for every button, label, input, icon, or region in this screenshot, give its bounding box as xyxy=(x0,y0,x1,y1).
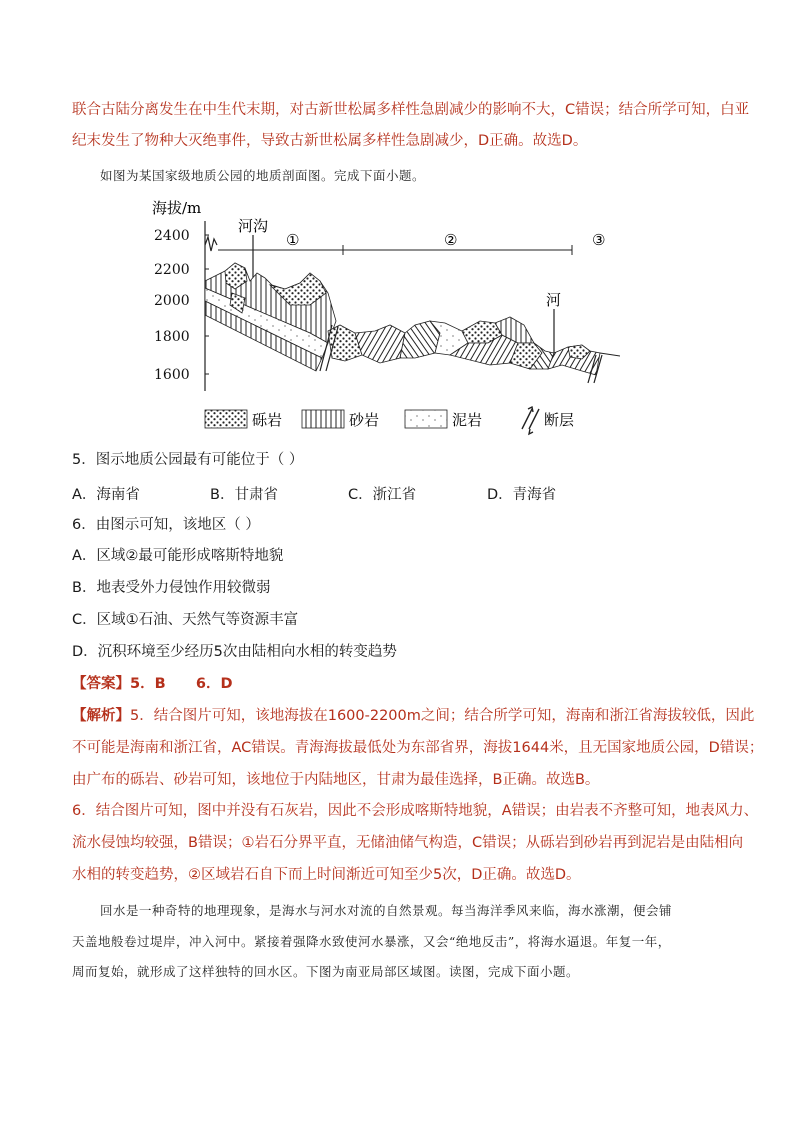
next-intro-line-1: 回水是一种奇特的地理现象，是海水与河水对流的自然景观。每当海洋季风来临，海水涨潮，便会铺 xyxy=(100,903,673,918)
region-1-label: ① xyxy=(286,231,300,249)
q6-stem: 6．由图示可知，该地区（ ） xyxy=(72,517,260,533)
prev-analysis-line-1: 联合古陆分离发生在中生代末期，对古新世松属多样性急剧减少的影响不大，C错误；结合所学可知，白亚 xyxy=(72,102,750,118)
analysis-line-1 xyxy=(72,706,754,726)
q5-stem: 5．图示地质公园最有可能位于（ ） xyxy=(72,452,304,468)
region-3-strata xyxy=(548,345,620,375)
q5-option-b[interactable]: B．甘肃省 xyxy=(210,487,278,503)
q6-option-a[interactable]: A．区域②最可能形成喀斯特地貌 xyxy=(72,548,284,564)
y-tick-1800: 1800 xyxy=(154,329,190,345)
y-axis-label: 海拔/m xyxy=(152,199,202,217)
prev-analysis-line-2: 纪末发生了物种大灭绝事件，导致古新世松属多样性急剧减少，D正确。故选D。 xyxy=(72,133,588,149)
y-tick-2200: 2200 xyxy=(154,262,190,278)
y-tick-1600: 1600 xyxy=(154,367,190,383)
legend xyxy=(205,407,574,434)
analysis-line-4: 6．结合图片可知，图中并没有石灰岩，因此不会形成喀斯特地貌，A错误；由岩表不齐整可知，地表风力、 xyxy=(72,803,759,819)
geologic-cross-section-figure xyxy=(150,193,620,443)
question-intro: 如图为某国家级地质公园的地质剖面图。完成下面小题。 xyxy=(100,168,426,183)
analysis-line-5: 流水侵蚀均较强，B错误；①岩石分界平直，无储油储气构造，C错误；从砾岩到砂岩再到泥岩是由陆相向 xyxy=(72,835,744,851)
region-2-strata xyxy=(328,317,554,369)
region-2-label: ② xyxy=(444,231,458,249)
next-intro-line-3: 周而复始，就形成了这样独特的回水区。下图为南亚局部区域图。读图，完成下面小题。 xyxy=(72,964,580,979)
answer-text: 5．B 6．D xyxy=(130,676,233,692)
ravine-label: 河沟 xyxy=(238,217,269,235)
analysis-tag: 【解析】 xyxy=(72,708,130,724)
next-intro-line-2: 天盖地般卷过堤岸，冲入河中。紧接着强降水致使河水暴涨，又会“绝地反击”，将海水逼退。年复一年， xyxy=(72,934,671,949)
answer-line xyxy=(72,674,233,694)
q6-option-d[interactable]: D．沉积环境至少经历5次由陆相向水相的转变趋势 xyxy=(72,644,397,660)
q6-option-c[interactable]: C．区域①石油、天然气等资源丰富 xyxy=(72,612,299,628)
analysis-line-2: 不可能是海南和浙江省，AC错误。青海海拔最低处为东部省界，海拔1644米，且无国家地质公园，D错误； xyxy=(72,740,764,756)
answer-tag: 【答案】 xyxy=(72,676,130,692)
analysis-line-3: 由广布的砾岩、砂岩可知，该地位于内陆地区，甘肃为最佳选择，B正确。故选B。 xyxy=(72,772,600,788)
axis-break xyxy=(205,237,217,251)
legend-fault: 断层 xyxy=(544,411,575,429)
legend-conglomerate: 砾岩 xyxy=(252,411,283,429)
region-3-label: ③ xyxy=(592,231,606,249)
legend-mudstone: 泥岩 xyxy=(452,411,483,429)
q5-option-d[interactable]: D．青海省 xyxy=(487,487,557,503)
q5-option-a[interactable]: A．海南省 xyxy=(72,487,140,503)
legend-sandstone: 砂岩 xyxy=(349,411,380,429)
cross-section-svg xyxy=(150,193,620,443)
river-label: 河 xyxy=(546,291,562,309)
q6-option-b[interactable]: B．地表受外力侵蚀作用较微弱 xyxy=(72,580,271,596)
y-tick-2400: 2400 xyxy=(154,228,190,244)
y-tick-2000: 2000 xyxy=(154,293,190,309)
analysis-text-1: 5．结合图片可知，该地海拔在1600-2200m之间；结合所学可知，海南和浙江省海拔较低，因此 xyxy=(130,708,755,724)
analysis-line-6: 水相的转变趋势，②区域岩石自下而上时间渐近可知至少5次，D正确。故选D。 xyxy=(72,867,581,883)
region-1-strata xyxy=(205,263,336,371)
q5-option-c[interactable]: C．浙江省 xyxy=(348,487,417,503)
